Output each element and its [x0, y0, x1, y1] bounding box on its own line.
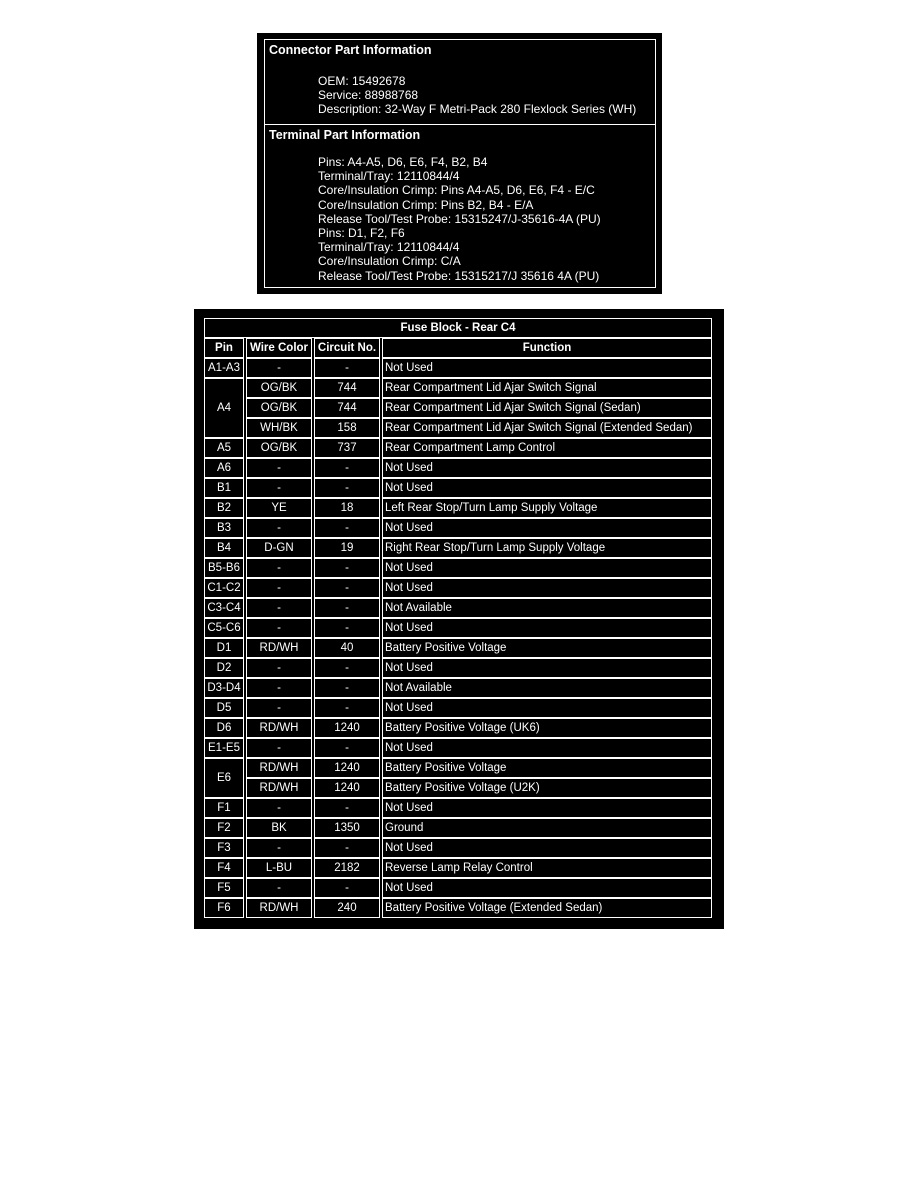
table-row	[204, 638, 712, 658]
terminal-line: Core/Insulation Crimp: Pins B2, B4 - E/A	[318, 197, 534, 212]
function-cell: Battery Positive Voltage	[382, 758, 712, 778]
wire-color-cell: -	[246, 678, 312, 698]
column-header-wire-color: Wire Color	[246, 338, 312, 358]
pin-cell: A1-A3	[204, 358, 244, 378]
connector-service-line: Service: 88988768	[318, 88, 419, 103]
wire-color-cell: -	[246, 838, 312, 858]
circuit-cell: 40	[314, 638, 380, 658]
circuit-cell: -	[314, 698, 380, 718]
terminal-line: Pins: A4-A5, D6, E6, F4, B2, B4	[318, 155, 488, 169]
function-cell: Not Used	[382, 798, 712, 818]
wire-color-cell: -	[246, 458, 312, 478]
function-cell: Battery Positive Voltage (Extended Sedan)	[382, 898, 712, 918]
circuit-cell: -	[314, 878, 380, 898]
circuit-cell: 2182	[314, 858, 380, 878]
column-header-function: Function	[382, 338, 712, 358]
function-cell: Not Used	[382, 878, 712, 898]
connector-info-panel	[257, 33, 662, 294]
circuit-cell: 744	[314, 398, 380, 418]
pin-cell: C3-C4	[204, 598, 244, 618]
wire-color-cell: L-BU	[246, 858, 312, 878]
wire-color-cell: -	[246, 738, 312, 758]
table-row	[204, 518, 712, 538]
table-row	[204, 838, 712, 858]
function-cell: Battery Positive Voltage (U2K)	[382, 778, 712, 798]
function-cell: Not Used	[382, 618, 712, 638]
circuit-cell: 1240	[314, 778, 380, 798]
terminal-line: Release Tool/Test Probe: 15315247/J-35616-4A (PU)	[318, 211, 601, 226]
pin-cell: D5	[204, 698, 244, 718]
table-row	[204, 658, 712, 678]
terminal-part-heading: Terminal Part Information	[269, 128, 421, 142]
function-cell: Not Used	[382, 698, 712, 718]
function-cell: Not Available	[382, 598, 712, 618]
pin-cell: B3	[204, 518, 244, 538]
circuit-cell: -	[314, 578, 380, 598]
pin-cell: A5	[204, 438, 244, 458]
circuit-cell: -	[314, 478, 380, 498]
connector-info-box	[264, 39, 656, 288]
circuit-cell: -	[314, 358, 380, 378]
circuit-cell: -	[314, 618, 380, 638]
pin-cell: F1	[204, 798, 244, 818]
circuit-cell: -	[314, 558, 380, 578]
circuit-cell: 1240	[314, 718, 380, 738]
terminal-part-lines	[318, 155, 601, 283]
wire-color-cell: D-GN	[246, 538, 312, 558]
terminal-part-section	[265, 125, 655, 287]
column-header-circuit-no: Circuit No.	[314, 338, 380, 358]
table-title: Fuse Block - Rear C4	[204, 318, 712, 338]
pin-cell: D6	[204, 718, 244, 738]
table-row	[204, 438, 712, 458]
table-row	[204, 578, 712, 598]
function-cell: Rear Compartment Lid Ajar Switch Signal (Sedan)	[382, 398, 712, 418]
column-header-pin: Pin	[204, 338, 244, 358]
pin-cell: A4	[204, 378, 244, 438]
function-cell: Not Used	[382, 658, 712, 678]
function-cell: Rear Compartment Lamp Control	[382, 438, 712, 458]
circuit-cell: -	[314, 798, 380, 818]
connector-part-section	[265, 40, 655, 125]
pin-cell: B5-B6	[204, 558, 244, 578]
table-row	[204, 818, 712, 838]
table-row	[204, 698, 712, 718]
connector-part-heading: Connector Part Information	[269, 43, 432, 57]
wire-color-cell: -	[246, 658, 312, 678]
terminal-line: Core/Insulation Crimp: Pins A4-A5, D6, E6, F4 - E/C	[318, 183, 595, 198]
wire-color-cell: -	[246, 358, 312, 378]
pin-cell: D1	[204, 638, 244, 658]
circuit-cell: 240	[314, 898, 380, 918]
table-row	[204, 418, 712, 438]
circuit-cell: 737	[314, 438, 380, 458]
wire-color-cell: -	[246, 798, 312, 818]
table-row	[204, 798, 712, 818]
connector-description-line: Description: 32-Way F Metri-Pack 280 Flexlock Series (WH)	[318, 102, 637, 117]
pin-cell: F2	[204, 818, 244, 838]
circuit-cell: 19	[314, 538, 380, 558]
pin-cell: F4	[204, 858, 244, 878]
table-row	[204, 378, 712, 398]
table-row	[204, 558, 712, 578]
wire-color-cell: RD/WH	[246, 778, 312, 798]
circuit-cell: 1350	[314, 818, 380, 838]
function-cell: Battery Positive Voltage	[382, 638, 712, 658]
pin-cell: A6	[204, 458, 244, 478]
terminal-line: Release Tool/Test Probe: 15315217/J 35616 4A (PU)	[318, 268, 600, 283]
circuit-cell: -	[314, 598, 380, 618]
circuit-cell: -	[314, 738, 380, 758]
wire-color-cell: -	[246, 698, 312, 718]
circuit-cell: 158	[314, 418, 380, 438]
function-cell: Not Used	[382, 478, 712, 498]
pin-cell: F6	[204, 898, 244, 918]
function-cell: Not Used	[382, 838, 712, 858]
wire-color-cell: -	[246, 578, 312, 598]
function-cell: Ground	[382, 818, 712, 838]
wire-color-cell: OG/BK	[246, 398, 312, 418]
pin-cell: B2	[204, 498, 244, 518]
connector-part-lines	[318, 74, 636, 117]
circuit-cell: -	[314, 838, 380, 858]
terminal-line: Pins: D1, F2, F6	[318, 226, 405, 241]
circuit-cell: -	[314, 678, 380, 698]
pin-cell: F5	[204, 878, 244, 898]
circuit-cell: -	[314, 658, 380, 678]
table-row	[204, 878, 712, 898]
wire-color-cell: -	[246, 558, 312, 578]
pin-cell: D2	[204, 658, 244, 678]
table-row	[204, 898, 712, 918]
function-cell: Not Used	[382, 358, 712, 378]
function-cell: Rear Compartment Lid Ajar Switch Signal (Extended Sedan)	[382, 418, 712, 438]
table-row	[204, 478, 712, 498]
pin-cell: E1-E5	[204, 738, 244, 758]
wire-color-cell: -	[246, 598, 312, 618]
function-cell: Battery Positive Voltage (UK6)	[382, 718, 712, 738]
table-row	[204, 498, 712, 518]
function-cell: Not Used	[382, 738, 712, 758]
table-row	[204, 778, 712, 798]
wire-color-cell: WH/BK	[246, 418, 312, 438]
table-row	[204, 398, 712, 418]
wire-color-cell: RD/WH	[246, 898, 312, 918]
circuit-cell: 744	[314, 378, 380, 398]
circuit-cell: 18	[314, 498, 380, 518]
wire-color-cell: RD/WH	[246, 718, 312, 738]
table-row	[204, 738, 712, 758]
pin-cell: B4	[204, 538, 244, 558]
pin-cell: D3-D4	[204, 678, 244, 698]
fuse-block-table	[202, 318, 714, 918]
terminal-line: Core/Insulation Crimp: C/A	[318, 254, 461, 269]
pin-cell: E6	[204, 758, 244, 798]
function-cell: Reverse Lamp Relay Control	[382, 858, 712, 878]
wire-color-cell: OG/BK	[246, 438, 312, 458]
table-row	[204, 758, 712, 778]
terminal-line: Terminal/Tray: 12110844/4	[318, 169, 460, 184]
wire-color-cell: OG/BK	[246, 378, 312, 398]
wire-color-cell: RD/WH	[246, 758, 312, 778]
terminal-line: Terminal/Tray: 12110844/4	[318, 240, 460, 255]
table-row	[204, 718, 712, 738]
table-row	[204, 598, 712, 618]
pin-cell: C1-C2	[204, 578, 244, 598]
function-cell: Rear Compartment Lid Ajar Switch Signal	[382, 378, 712, 398]
table-row	[204, 358, 712, 378]
pin-cell: B1	[204, 478, 244, 498]
wire-color-cell: BK	[246, 818, 312, 838]
wire-color-cell: -	[246, 618, 312, 638]
connector-oem-line: OEM: 15492678	[318, 74, 406, 88]
circuit-cell: 1240	[314, 758, 380, 778]
function-cell: Not Used	[382, 558, 712, 578]
function-cell: Right Rear Stop/Turn Lamp Supply Voltage	[382, 538, 712, 558]
pin-cell: C5-C6	[204, 618, 244, 638]
wire-color-cell: YE	[246, 498, 312, 518]
table-body	[204, 358, 712, 918]
function-cell: Not Used	[382, 458, 712, 478]
table-row	[204, 858, 712, 878]
function-cell: Not Available	[382, 678, 712, 698]
table-row	[204, 618, 712, 638]
table-row	[204, 678, 712, 698]
wire-color-cell: -	[246, 518, 312, 538]
fuse-block-table-panel	[194, 309, 724, 929]
circuit-cell: -	[314, 458, 380, 478]
table-row	[204, 458, 712, 478]
wire-color-cell: RD/WH	[246, 638, 312, 658]
wire-color-cell: -	[246, 878, 312, 898]
pin-cell: F3	[204, 838, 244, 858]
function-cell: Left Rear Stop/Turn Lamp Supply Voltage	[382, 498, 712, 518]
function-cell: Not Used	[382, 578, 712, 598]
wire-color-cell: -	[246, 478, 312, 498]
table-row	[204, 538, 712, 558]
function-cell: Not Used	[382, 518, 712, 538]
circuit-cell: -	[314, 518, 380, 538]
